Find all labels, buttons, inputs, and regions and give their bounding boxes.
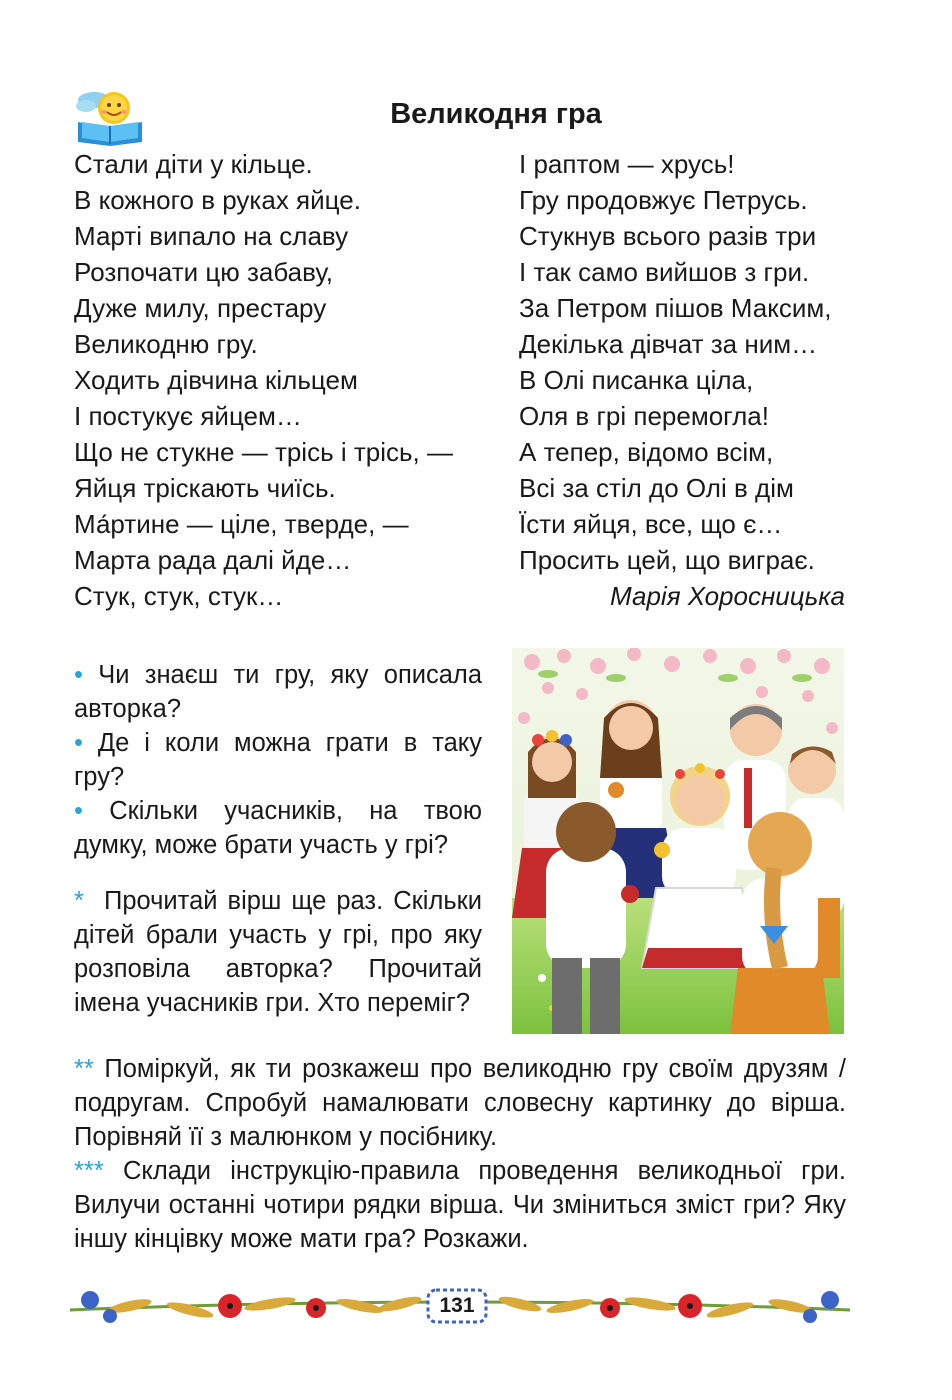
difficulty-star-icon: * bbox=[74, 887, 84, 915]
poem-line: І так само вийшов з гри. bbox=[519, 257, 810, 287]
poem-line: В кожного в руках яйце. bbox=[74, 185, 361, 215]
question-item: • Скільки учасників, на твою думку, може брати участь у грі? bbox=[74, 797, 482, 859]
poem-column-right bbox=[519, 146, 832, 578]
page-number: 131 bbox=[439, 1294, 475, 1317]
poem-line: І раптом — хрусь! bbox=[519, 149, 735, 179]
poem-line: А тепер, відомо всім, bbox=[519, 437, 774, 467]
question-item: • Де і коли можна грати в таку гру? bbox=[74, 729, 482, 791]
poem-line: За Петром пішов Максим, bbox=[519, 293, 832, 323]
bullet-icon: • bbox=[74, 797, 83, 825]
bullet-icon: • bbox=[74, 661, 83, 689]
poem-line: Стали діти у кільце. bbox=[74, 149, 313, 179]
poem-author: Марія Хоросницька bbox=[610, 581, 845, 611]
poem-line: Ходить дівчина кільцем bbox=[74, 365, 358, 395]
page-title: Великодня гра bbox=[390, 98, 602, 130]
poem-line: Розпочати цю забаву, bbox=[74, 257, 333, 287]
poem-line: Оля в грі перемогла! bbox=[519, 401, 769, 431]
poem-line: Марта рада далі йде… bbox=[74, 545, 352, 575]
poem-line: Всі за стіл до Олі в дім bbox=[519, 473, 794, 503]
poem-line: Великодню гру. bbox=[74, 329, 258, 359]
poem-line: Просить цей, що виграє. bbox=[519, 545, 815, 575]
poem-line: І постукує яйцем… bbox=[74, 401, 302, 431]
task-level-1: * Прочитай вірш ще раз. Скільки дітей брали участь у грі, про яку розповіла авторка? Прочитай імена учасників гри. Хто переміг? bbox=[74, 887, 483, 1017]
poem-line: Дуже милу, престару bbox=[74, 293, 327, 323]
difficulty-star-icon: ** bbox=[74, 1055, 94, 1083]
poem-line: Їсти яйця, все, що є… bbox=[519, 509, 783, 539]
poem-line: Що не стукне — трісь і трісь, — bbox=[74, 437, 453, 467]
questions-list bbox=[74, 658, 482, 862]
poem-column-left bbox=[74, 146, 453, 614]
poem-line: Гру продовжує Петрусь. bbox=[519, 185, 808, 215]
poem-line: Ма́ртине — ціле, тверде, — bbox=[74, 509, 409, 539]
question-item: • Чи знаєш ти гру, яку описала авторка? bbox=[74, 661, 482, 723]
difficulty-star-icon: *** bbox=[74, 1157, 104, 1185]
poem-line: Стукнув всього разів три bbox=[519, 221, 817, 251]
children-easter-game-illustration bbox=[512, 648, 844, 1034]
poem-line: Марті випало на славу bbox=[74, 221, 349, 251]
task-level-3: *** Склади інструкцію-правила проведення великодньої гри. Вилучи останні чотири рядки вірша. Чи зміниться зміст гри? Яку іншу кінцівку може мати гра? Розкажи. bbox=[74, 1157, 846, 1253]
poem-line: В Олі писанка ціла, bbox=[519, 365, 754, 395]
poem-line: Декілька дівчат за ним… bbox=[519, 329, 818, 359]
task-level-2: ** Поміркуй, як ти розкажеш про великодню гру своїм друзям / подругам. Спробуй намалювати словесну картинку до вірша. Порівняй її з малюнком у посібнику. bbox=[74, 1055, 846, 1151]
bullet-icon: • bbox=[74, 729, 83, 757]
poem-line: Стук, стук, стук… bbox=[74, 581, 284, 611]
poem-line: Яйця тріскають чиїсь. bbox=[74, 473, 336, 503]
